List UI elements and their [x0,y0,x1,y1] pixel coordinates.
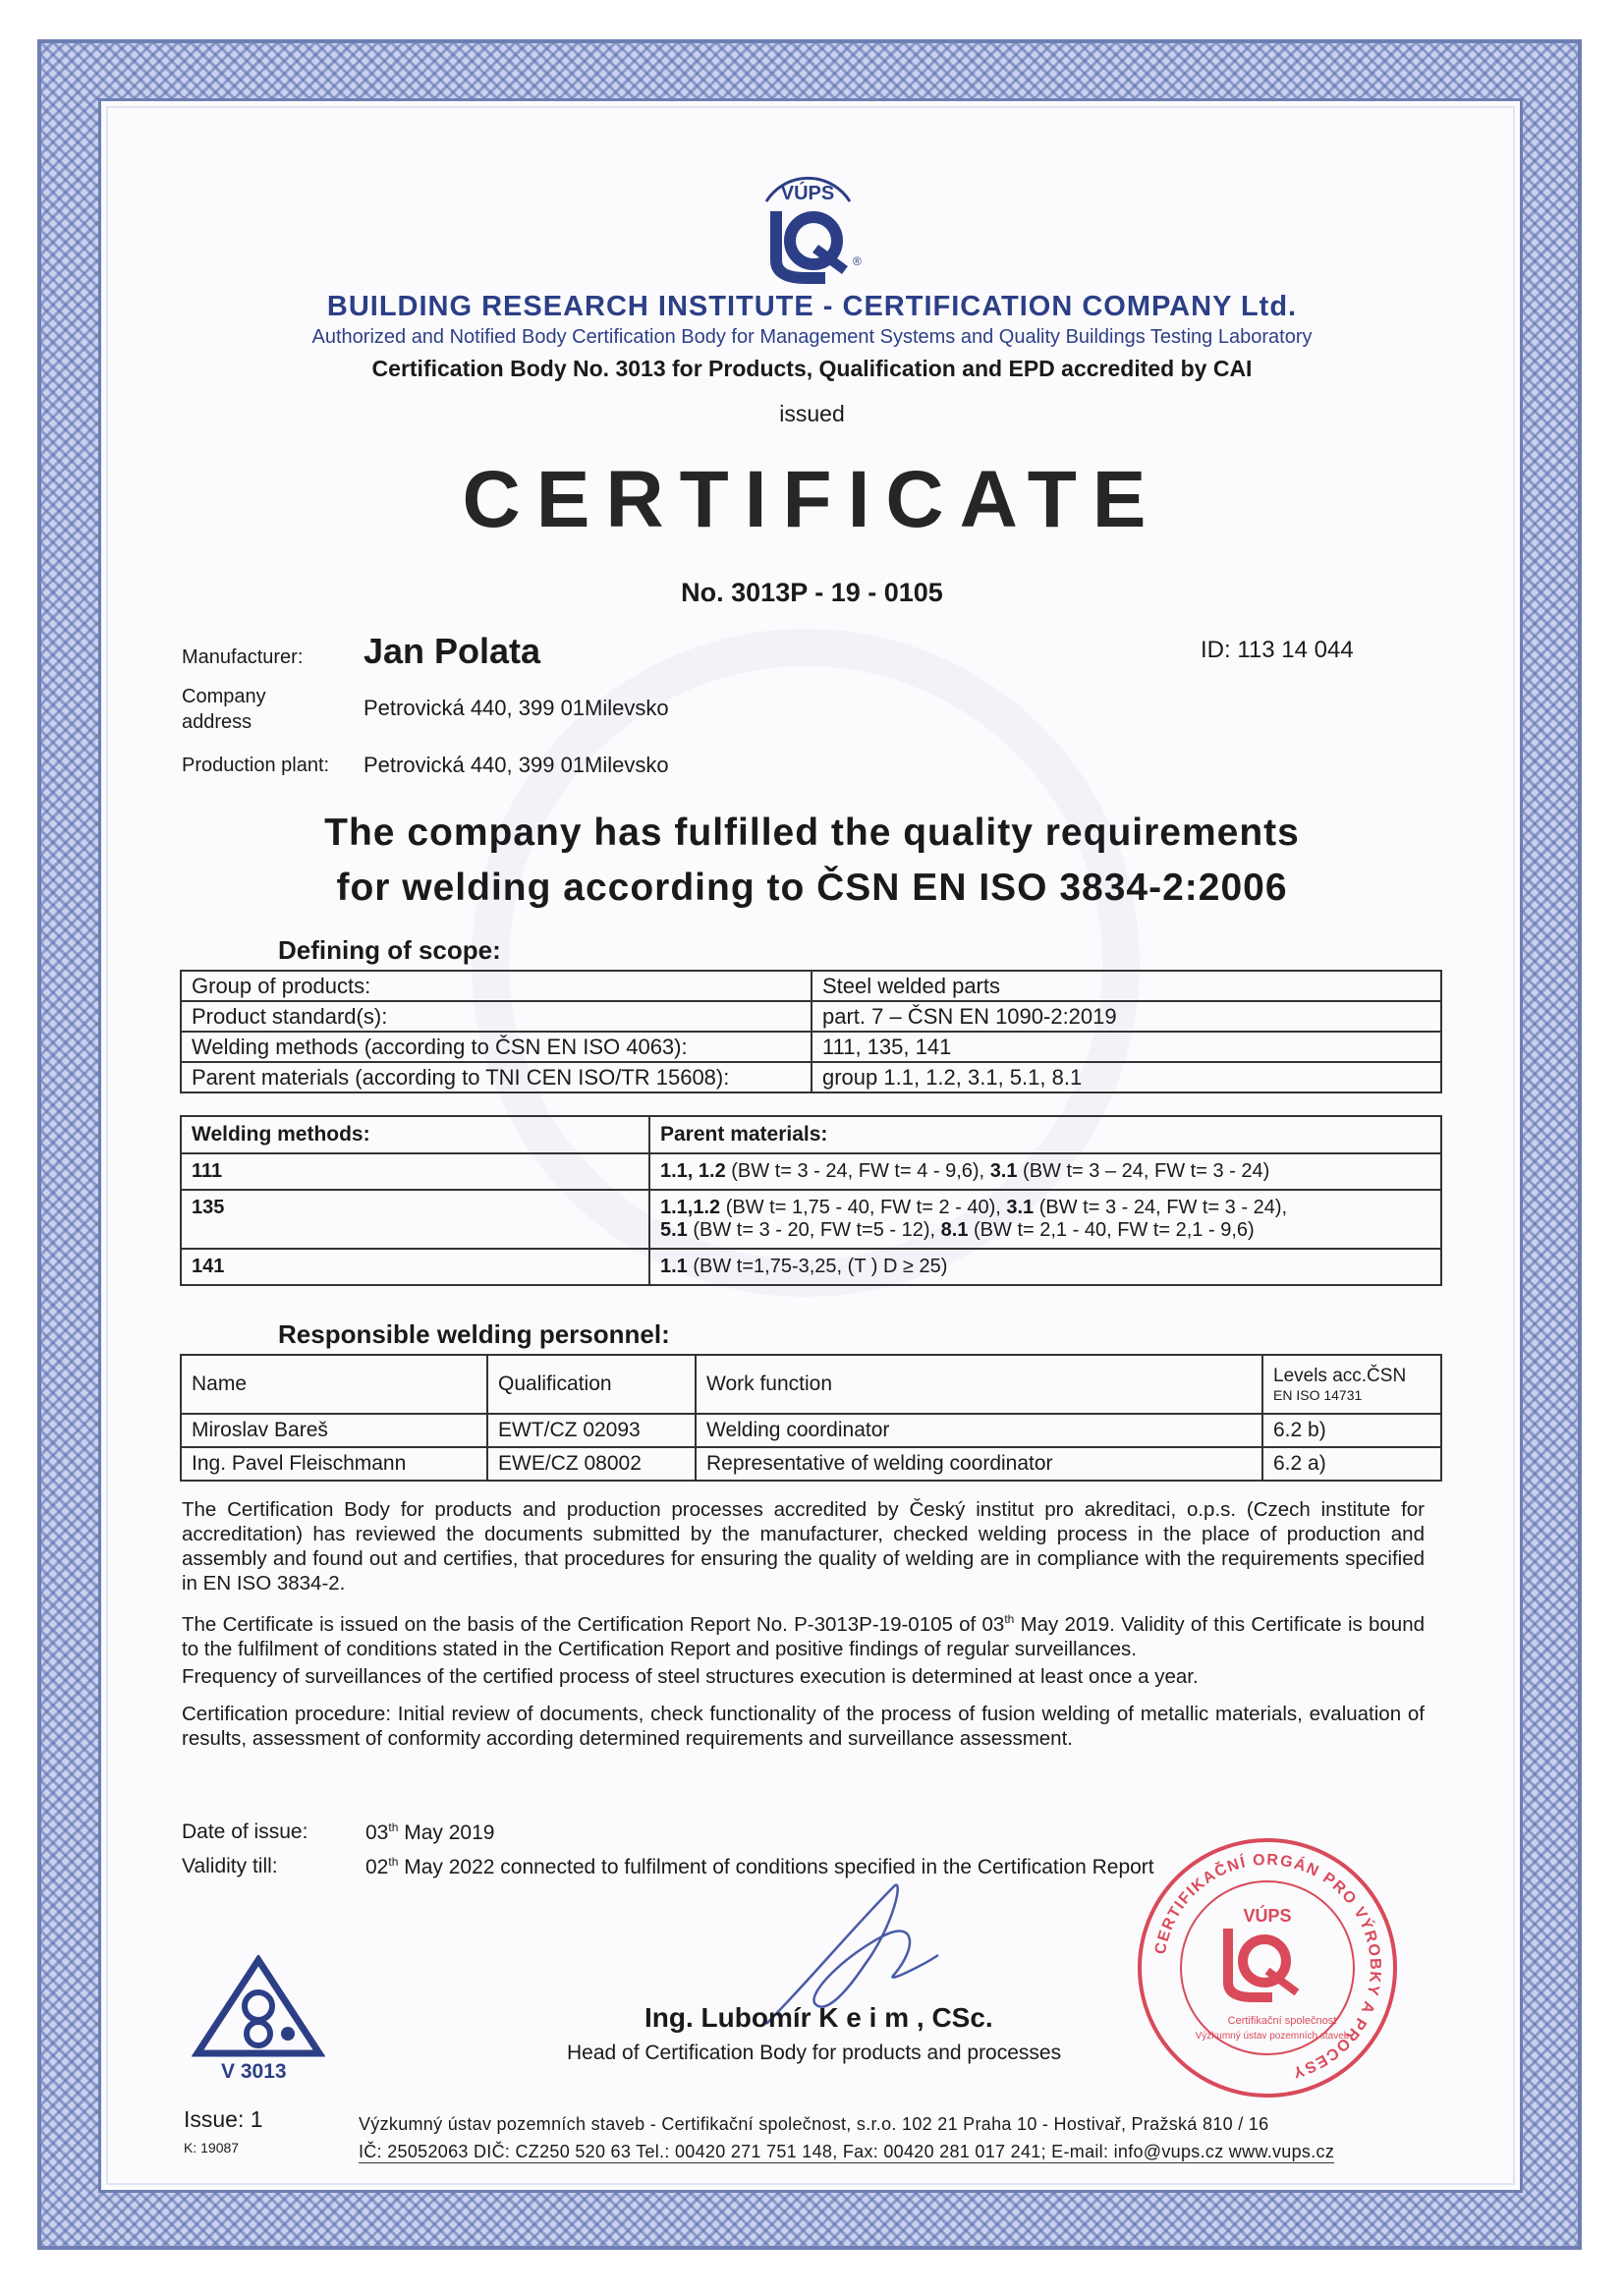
address-label-2: address [182,711,252,733]
issued-label: issued [779,401,845,426]
svg-text:Výzkumný ústav pozemních stave: Výzkumný ústav pozemních staveb [1195,2031,1350,2042]
table-row [181,1032,1441,1062]
certification-body-line: Certification Body No. 3013 for Products, Qualification and EPD accredited by CAI [371,356,1253,381]
svg-text:VÚPS: VÚPS [1243,1906,1292,1926]
accreditation-number: V 3013 [221,2060,287,2083]
signatory-name: Ing. Lubomír K e i m , CSc. [644,2002,993,2033]
footer-contact: IČ: 25052063 DIČ: CZ250 520 63 Tel.: 00420 271 751 148, Fax: 00420 281 017 241; E-mail: info@vups.cz www.vups.cz [359,2142,1335,2161]
scope-label: Welding methods (according to ČSN EN ISO 4063): [181,1032,812,1062]
materials-header: Parent materials: [649,1116,1441,1153]
table-row [181,1355,1441,1414]
table-row [181,1447,1441,1481]
method-cell: 141 [181,1249,649,1285]
company-name: BUILDING RESEARCH INSTITUTE - CERTIFICATION COMPANY Ltd. [326,291,1298,322]
manufacturer-name: Jan Polata [364,631,541,671]
scope-value: Steel welded parts [812,971,1441,1001]
person-qualification: EWT/CZ 02093 [487,1414,696,1447]
issue-number: Issue: 1 [184,2106,263,2132]
statement-line-2: for welding according to ČSN EN ISO 3834-2:2006 [336,867,1288,909]
scope-label: Parent materials (according to TNI CEN ISO/TR 15608): [181,1062,812,1092]
scope-value: part. 7 – ČSN EN 1090-2:2019 [812,1001,1441,1032]
validity-label: Validity till: [182,1855,278,1877]
validity-date: 02th May 2022 connected to fulfilment of conditions specified in the Certification Report [365,1855,1154,1878]
certificate-title: CERTIFICATE [462,455,1162,544]
address-label: Company [182,686,266,707]
table-row [181,1001,1441,1032]
plant-label: Production plant: [182,755,330,776]
paragraph-report: The Certificate is issued on the basis of the Certification Report No. P-3013P-19-0105 of 03th May 2019. Validity of this Certificate is bound to the fulfilment of conditions stated in the Certification Report and positive findings of regular surveillances. [182,1612,1425,1660]
table-row [181,1153,1441,1190]
scope-label: Group of products: [181,971,812,1001]
table-row [181,971,1441,1001]
manufacturer-id: ID: 113 14 044 [1201,637,1354,663]
signatory-role: Head of Certification Body for products and processes [567,2042,1062,2064]
method-cell: 111 [181,1153,649,1190]
svg-text:CERTIFIKAČNÍ ORGÁN PRO VÝROBKY: CERTIFIKAČNÍ ORGÁN PRO VÝROBKY A PROCESY [1151,1851,1384,2081]
issue-date-label: Date of issue: [182,1820,308,1843]
personnel-col-name: Name [181,1355,487,1414]
table-row [181,1116,1441,1153]
k-code: K: 19087 [184,2140,240,2156]
paragraph-procedure: Certification procedure: Initial review of documents, check functionality of the process of fusion welding of metallic materials, evaluation of results, assessment of conformity according determined requirements and surveillance assessment. [182,1703,1425,1750]
method-cell: 135 [181,1190,649,1249]
vups-logo-icon [747,162,869,285]
svg-text:Certifikační společnost: Certifikační společnost [1227,2015,1337,2027]
person-level: 6.2 b) [1262,1414,1441,1447]
person-function: Representative of welding coordinator [696,1447,1262,1481]
person-name: Ing. Pavel Fleischmann [181,1447,487,1481]
methods-header: Welding methods: [181,1116,649,1153]
table-row [181,1190,1441,1249]
scope-label: Product standard(s): [181,1001,812,1032]
statement-line-1: The company has fulfilled the quality requirements [324,812,1300,854]
table-row [181,1249,1441,1285]
issue-date: 03th May 2019 [365,1820,495,1844]
methods-table [180,1115,1442,1286]
svg-text:®: ® [853,254,862,268]
person-name: Miroslav Bareš [181,1414,487,1447]
official-stamp-icon [1135,1835,1400,2100]
personnel-table [180,1354,1442,1482]
footer-address: Výzkumný ústav pozemních staveb - Certifikační společnost, s.r.o. 102 21 Praha 10 - Hostivař, Pražská 810 / 16 [359,2114,1269,2134]
materials-cell: 1.1, 1.2 (BW t= 3 - 24, FW t= 4 - 9,6), 3.1 (BW t= 3 – 24, FW t= 3 - 24) [649,1153,1441,1190]
table-row [181,1062,1441,1092]
authorization-line: Authorized and Notified Body Certification Body for Management Systems and Quality Buildings Testing Laboratory [311,326,1313,348]
paragraph-surveillance: Frequency of surveillances of the certified process of steel structures execution is determined at least once a year. [182,1665,1199,1688]
paragraph-accreditation: The Certification Body for products and production processes accredited by Český institut pro akreditaci, o.p.s. (Czech institute for accreditation) has reviewed the documents submitted by the manufacturer, checked welding process in the place of production and assembly and found out and certifies, that procedures for ensuring the quality of welding are in compliance with the requirements specified in EN ISO 3834-2. [182,1498,1425,1595]
table-row [181,1414,1441,1447]
scope-value: group 1.1, 1.2, 3.1, 5.1, 8.1 [812,1062,1441,1092]
production-plant: Petrovická 440, 399 01Milevsko [364,753,669,777]
materials-cell: 1.1,1.2 (BW t= 1,75 - 40, FW t= 2 - 40), 3.1 (BW t= 3 - 24, FW t= 3 - 24), 5.1 (BW t= 3 - 20, FW t=5 - 12), 8.1 (BW t= 2,1 - 40, FW t= 2,1 - 9,6) [649,1190,1441,1249]
person-qualification: EWE/CZ 08002 [487,1447,696,1481]
personnel-col-level: Levels acc.ČSN EN ISO 14731 [1262,1355,1441,1414]
accreditation-mark-icon [192,1955,325,2063]
manufacturer-label: Manufacturer: [182,646,304,668]
scope-heading: Defining of scope: [278,935,501,965]
certificate-number: No. 3013P - 19 - 0105 [681,578,943,607]
person-function: Welding coordinator [696,1414,1262,1447]
company-address: Petrovická 440, 399 01Milevsko [364,696,669,720]
materials-cell: 1.1 (BW t=1,75-3,25, (T ) D ≥ 25) [649,1249,1441,1285]
person-level: 6.2 a) [1262,1447,1441,1481]
svg-text:VÚPS: VÚPS [780,183,835,204]
scope-table [180,970,1442,1093]
personnel-col-qualification: Qualification [487,1355,696,1414]
scope-value: 111, 135, 141 [812,1032,1441,1062]
personnel-col-function: Work function [696,1355,1262,1414]
personnel-heading: Responsible welding personnel: [278,1319,670,1349]
